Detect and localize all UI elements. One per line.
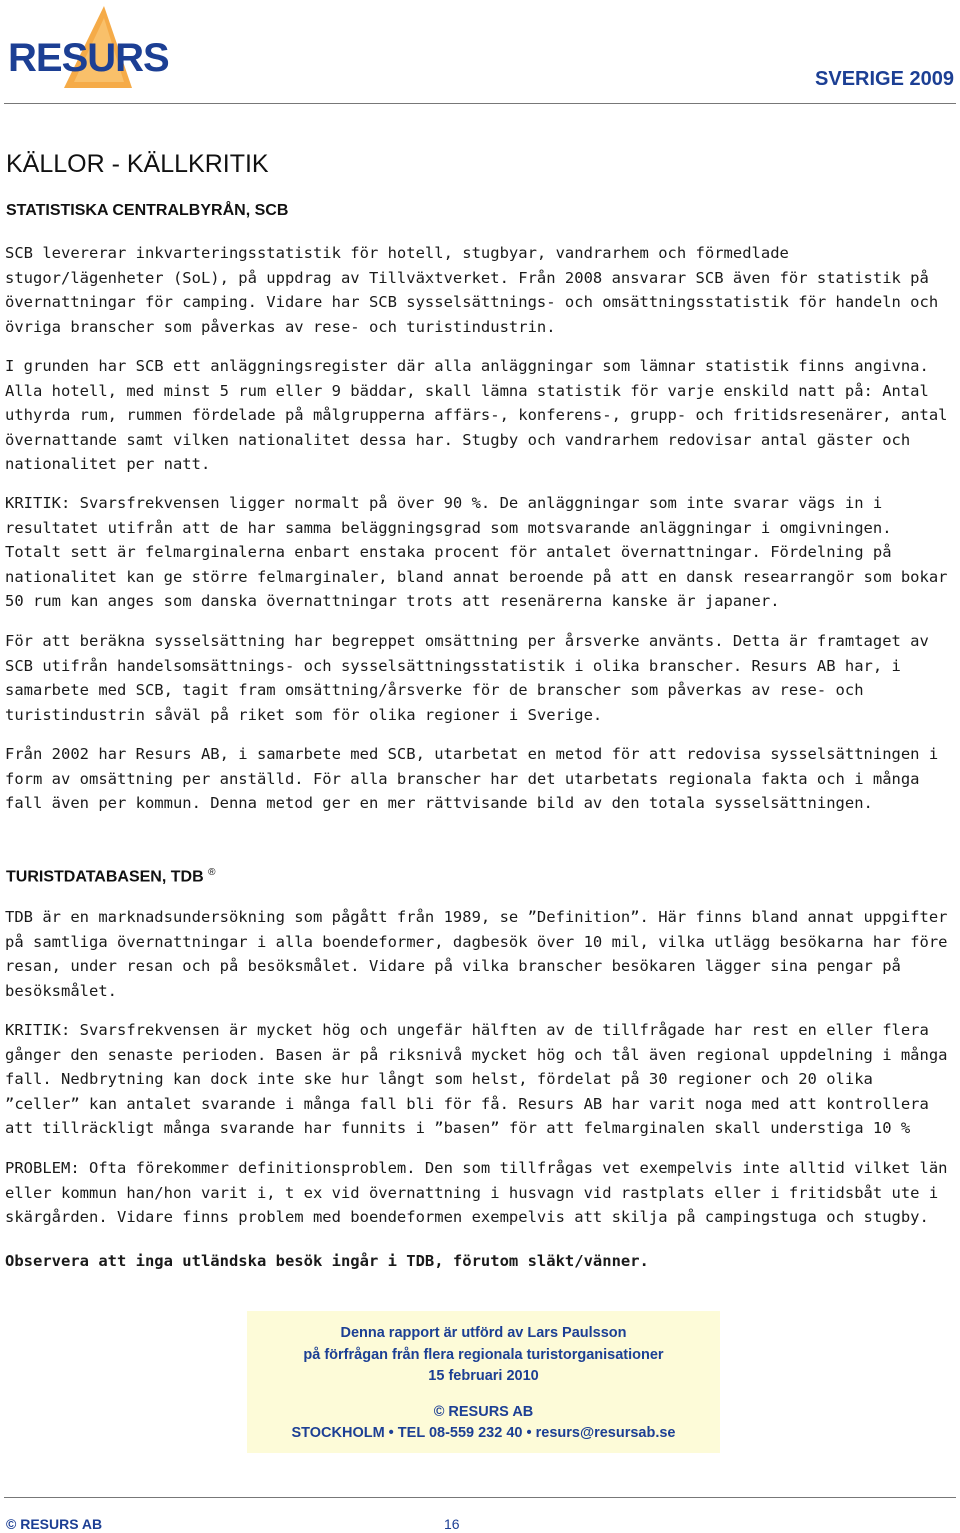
tdb-heading-text: TURISTDATABASEN, TDB: [6, 868, 204, 886]
copyright-line: © RESURS AB: [433, 1403, 534, 1420]
scb-paragraph-4: För att beräkna sysselsättning har begreppet omsättning per årsverke använts. Detta är framtaget av SCB utifrån handelsomsättnings- och sysselsättningsstatistik i olika branscher. Resurs AB har, i samarbete med SCB, tagit fram omsättning/årsverke för de branscher som påverkas av rese- och turistindustrin såväl på riket som för olika regioner i Sverige.: [5, 632, 929, 724]
commission-line: på förfrågan från flera regionala turistorganisationer: [303, 1346, 664, 1363]
page-number: 16: [444, 1516, 460, 1532]
footer-divider: [4, 1497, 956, 1498]
scb-paragraph-2: I grunden har SCB ett anläggningsregister där alla anläggningar som lämnar statistik finns angivna. Alla hotell, med minst 5 rum eller 9 bäddar, skall lämna statistik för varje enskild natt på: Antal uthyrda rum, rummen fördelade på målgrupperna affärs-, konferens-, grupp- och fritidsresenärer, antal övernattande samt vilken nationalitet dessa har. Stugby och vandrarhem redovisar antal gäster och nationalitet per natt.: [5, 357, 948, 473]
page-title: KÄLLOR - KÄLLKRITIK: [6, 150, 269, 178]
footer-copyright: © RESURS AB: [6, 1516, 103, 1532]
tdb-paragraph-1: TDB är en marknadsundersökning som pågått från 1989, se ”Definition”. Här finns bland annat uppgifter på samtliga övernattningar i alla boendeformer, dagbesök över 10 mil, vilka utlägg besökarna har före resan, under resan och på besöksmålet. Vidare på vilka branscher besökaren lägger sina pengar på besöksmålet.: [5, 908, 948, 1000]
logo-text: RESURS: [8, 36, 169, 80]
scb-paragraph-1: SCB levererar inkvarteringsstatistik för hotell, stugbyar, vandrarhem och förmedlade stugor/lägenheter (SoL), på uppdrag av Tillväxtverket. Från 2008 ansvarar SCB även för statistik på övernattningar för camping. Vidare har SCB sysselsättnings- och omsättningsstatistik för handeln och övriga branscher som påverkas av rese- och turistindustrin.: [5, 244, 939, 336]
scb-heading: STATISTISKA CENTRALBYRÅN, SCB: [6, 202, 289, 219]
scb-critique-paragraph: KRITIK: Svarsfrekvensen ligger normalt på över 90 %. De anläggningar som inte svarar vägs in i resultatet utifrån att de har samma beläggningsgrad som motsvarande anläggningar i omgivningen. Totalt sett är felmarginalerna enbart enstaka procent för antalet övernattningar. Fördelning på nationalitet kan ge större felmarginaler, bland annat beroende på att en dansk researrangör som bokar 50 rum kan anges som danska övernattningar trots att resenärerna kanske är japaner.: [5, 494, 948, 610]
date-line: 15 februari 2010: [428, 1368, 539, 1384]
scb-paragraph-5: Från 2002 har Resurs AB, i samarbete med SCB, utarbetat en metod för att redovisa sysselsättningen i form av omsättning per anställd. För alla branscher har det utarbetats regionala fakta och i många fall även per kommun. Denna metod ger en mer rättvisande bild av den totala sysselsättningen.: [5, 745, 939, 812]
author-line: Denna rapport är utförd av Lars Paulsson: [340, 1325, 627, 1341]
header-divider: [4, 103, 956, 104]
registered-mark: ®: [208, 867, 216, 878]
tdb-note: Observera att inga utländska besök ingår i TDB, förutom släkt/vänner.: [5, 1252, 649, 1270]
region-year-label: SVERIGE 2009: [815, 68, 954, 90]
resurs-logo: [4, 4, 169, 92]
tdb-problem-paragraph: PROBLEM: Ofta förekommer definitionsproblem. Den som tillfrågas vet exempelvis inte alltid vilket län eller kommun han/hon varit i, t ex vid övernattning i husvagn vid rastplats eller i fritidsbåt ute i skärgården. Vidare finns problem med boendeformen exempelvis att skilja på campingstuga och stugby.: [5, 1159, 948, 1226]
contact-line: STOCKHOLM • TEL 08-559 232 40 • resurs@resursab.se: [291, 1425, 676, 1441]
tdb-heading: [6, 867, 215, 886]
report-info-box: [247, 1311, 720, 1453]
tdb-critique-paragraph: KRITIK: Svarsfrekvensen är mycket hög och ungefär hälften av de tillfrågade har rest en eller flera gånger den senaste perioden. Basen är på riksnivå mycket hög och tål även regional uppdelning i många fall. Nedbrytning kan dock inte ske hur långt som helst, fördelat på 30 regioner och 20 olika ”celler” kan antalet svarande i många fall bli för få. Resurs AB har varit noga med att kontrollera att tillräckligt många svarande har funnits i ”basen” för att felmarginalen skall understiga 10 %: [5, 1021, 948, 1137]
